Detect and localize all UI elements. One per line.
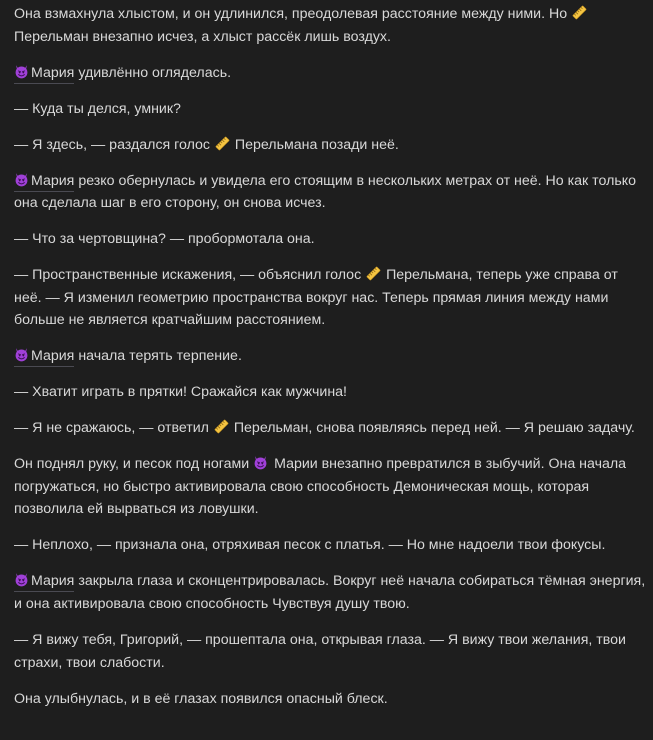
- paragraph: [14, 134, 646, 157]
- ruler-emoji-icon: [572, 5, 587, 20]
- text-run: начала терять терпение.: [74, 348, 242, 365]
- paragraph: [14, 345, 646, 368]
- character-mention[interactable]: [14, 172, 74, 192]
- character-name: Мария: [31, 573, 75, 590]
- devil-emoji-icon: [14, 572, 29, 587]
- paragraph: [14, 417, 646, 440]
- text-run: удивлённо огляделась.: [74, 64, 232, 81]
- paragraph: [14, 62, 646, 85]
- text-run: закрыла глаза и сконцентрировалась. Вокруг неё начала собираться тёмная энергия, и она активировала свою способность Чувствуя душу твою.: [14, 573, 646, 612]
- paragraph: [14, 534, 646, 557]
- text-run: — Пространственные искажения, — объяснил голос: [14, 267, 366, 284]
- paragraph: [14, 98, 646, 121]
- devil-emoji-icon: [14, 347, 29, 362]
- character-name: Мария: [31, 172, 75, 189]
- text-run: Перельмана позади неё.: [230, 136, 399, 153]
- ruler-emoji-icon: [214, 419, 229, 434]
- paragraph: [14, 228, 646, 251]
- text-run: — Хватит играть в прятки! Сражайся как мужчина!: [14, 384, 347, 401]
- devil-emoji-icon: [14, 64, 29, 79]
- paragraph: [14, 3, 646, 48]
- paragraph: [14, 381, 646, 404]
- text-run: — Я вижу тебя, Григорий, — прошептала она, открывая глаза. — Я вижу твои желания, твои страхи, твои слабости.: [14, 631, 626, 671]
- character-name: Мария: [31, 348, 75, 365]
- ruler-emoji-icon: [215, 136, 230, 151]
- text-run: Перельман, снова появляясь перед ней. — Я решаю задачу.: [229, 420, 635, 437]
- character-mention[interactable]: [14, 572, 74, 592]
- text-run: Она улыбнулась, и в её глазах появился опасный блеск.: [14, 690, 388, 707]
- character-name: Мария: [31, 64, 75, 81]
- paragraph: [14, 688, 646, 711]
- text-run: резко обернулась и увидела его стоящим в нескольких метрах от неё. Но как только она сделала шаг в его сторону, он снова исчез.: [14, 172, 637, 212]
- paragraph: [14, 629, 646, 674]
- character-mention[interactable]: [14, 347, 74, 367]
- devil-emoji-icon: [14, 172, 29, 187]
- story-text: [14, 3, 646, 724]
- text-run: Он поднял руку, и песок под ногами: [14, 456, 254, 473]
- text-run: — Я здесь, — раздался голос: [14, 136, 214, 153]
- character-mention[interactable]: [14, 64, 74, 84]
- paragraph: [14, 170, 646, 215]
- paragraph: [14, 453, 646, 521]
- paragraph: [14, 264, 646, 332]
- ruler-emoji-icon: [366, 266, 381, 281]
- text-run: Перельман внезапно исчез, а хлыст рассёк лишь воздух.: [14, 28, 391, 45]
- paragraph: [14, 570, 646, 615]
- text-run: Марии внезапно превратился в зыбучий. Она начала погружаться, но быстро активировала свою способность Демоническая мощь, которая позволила ей вырваться из ловушки.: [14, 456, 627, 518]
- text-run: — Я не сражаюсь, — ответил: [14, 420, 213, 437]
- devil-emoji-icon: [253, 455, 268, 470]
- text-run: — Куда ты делся, умник?: [14, 100, 181, 117]
- text-run: Перельмана, теперь уже справа от неё. — Я изменил геометрию пространства вокруг нас. Теперь прямая линия между нами больше не является кратчайшим расстоянием.: [14, 267, 618, 329]
- text-run: — Что за чертовщина? — пробормотала она.: [14, 231, 315, 248]
- text-run: — Неплохо, — признала она, отряхивая песок с платья. — Но мне надоели твои фокусы.: [14, 537, 606, 554]
- text-run: Она взмахнула хлыстом, и он удлинился, преодолевая расстояние между ними. Но: [14, 6, 572, 22]
